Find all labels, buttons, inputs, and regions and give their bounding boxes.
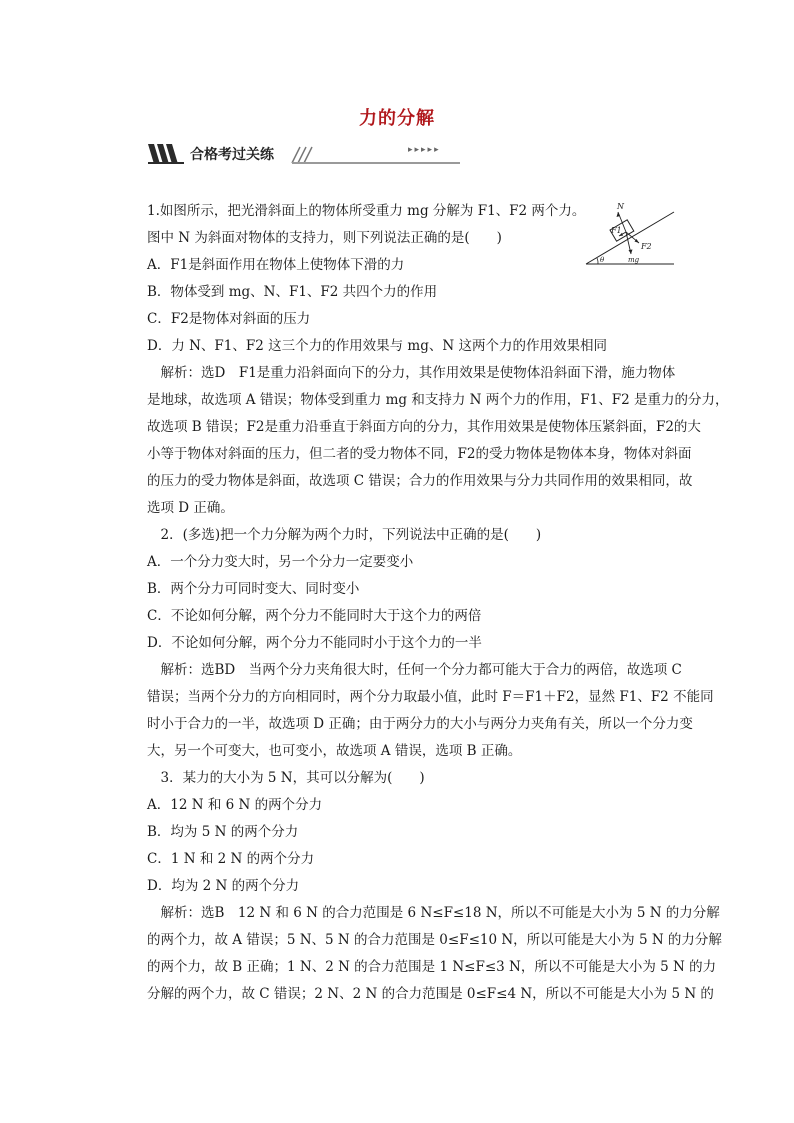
text-line: 是地球，故选项 A 错误；物体受到重力 mg 和支持力 N 两个力的作用，F1、F2 是重力的分力，	[147, 392, 729, 408]
text-line: D．均为 2 N 的两个分力	[147, 878, 300, 894]
text-line: 分解的两个力，故 C 错误；2 N、2 N 的合力范围是 0≤F≤4 N，所以不可能是大小为 5 N 的	[147, 986, 714, 1002]
text-line: C．不论如何分解，两个分力不能同时大于这个力的两倍	[147, 608, 482, 624]
text-line: 选项 D 正确。	[147, 500, 234, 516]
page-title: 力的分解	[359, 108, 435, 129]
text-line: 3．某力的大小为 5 N，其可以分解为( )	[147, 770, 425, 786]
document-body	[147, 198, 729, 1008]
stripes-icon	[146, 142, 186, 166]
text-line: 大，另一个可变大，也可变小，故选项 A 错误，选项 B 正确。	[147, 743, 522, 759]
text-line: A．F1是斜面作用在物体上使物体下滑的力	[147, 257, 405, 273]
text-line: 的两个力，故 A 错误；5 N、5 N 的合力范围是 0≤F≤10 N，所以可能是大小为 5 N 的力分解	[147, 932, 722, 948]
text-line: 解析：选BD 当两个分力夹角很大时，任何一个分力都可能大于合力的两倍，故选项 C	[147, 662, 682, 678]
text-line: 解析：选D F1是重力沿斜面向下的分力，其作用效果是使物体沿斜面下滑，施力物体	[147, 365, 676, 381]
label-theta: θ	[600, 256, 605, 264]
section-underline	[292, 162, 460, 164]
text-line: A．12 N 和 6 N 的两个分力	[147, 797, 323, 813]
text-line: 小等于物体对斜面的压力，但二者的受力物体不同，F2的受力物体是物体本身，物体对斜面	[147, 446, 692, 462]
section-banner	[146, 142, 464, 166]
text-line: 图中 N 为斜面对物体的支持力，则下列说法正确的是( )	[147, 230, 502, 246]
label-F1: F1	[611, 226, 622, 235]
text-line: 时小于合力的一半，故选项 D 正确；由于两分力的大小与两分力夹角有关，所以一个分力变	[147, 716, 693, 732]
text-line: D．力 N、F1、F2 这三个力的作用效果与 mg、N 这两个力的作用效果相同	[147, 338, 607, 354]
text-line: 错误；当两个分力的方向相同时，两个分力取最小值，此时 F＝F1＋F2，显然 F1、F2 不能同	[147, 689, 714, 705]
text-line: 1.如图所示，把光滑斜面上的物体所受重力 mg 分解为 F1、F2 两个力。	[147, 203, 586, 219]
text-line: 解析：选B 12 N 和 6 N 的合力范围是 6 N≤F≤18 N，所以不可能是大小为 5 N 的力分解	[147, 905, 720, 921]
arrows-icon: ▸▸▸▸▸	[408, 145, 441, 155]
text-line: 的两个力，故 B 正确；1 N、2 N 的合力范围是 1 N≤F≤3 N，所以不可能是大小为 5 N 的力	[147, 959, 717, 975]
label-mg: mg	[628, 256, 640, 264]
text-line: A．一个分力变大时，另一个分力一定要变小	[147, 554, 414, 570]
text-line: 故选项 B 错误；F2是重力沿垂直于斜面方向的分力，其作用效果是使物体压紧斜面，F2的大	[147, 419, 701, 435]
label-N: N	[617, 202, 624, 211]
text-line: C．1 N 和 2 N 的两个分力	[147, 851, 315, 867]
label-F2: F2	[641, 242, 652, 251]
text-line: 2．(多选)把一个力分解为两个力时，下列说法中正确的是( )	[147, 527, 542, 543]
text-line: B．均为 5 N 的两个分力	[147, 824, 299, 840]
text-line: B．两个分力可同时变大、同时变小	[147, 581, 360, 597]
text-line: C．F2是物体对斜面的压力	[147, 311, 311, 327]
text-line: B．物体受到 mg、N、F1、F2 共四个力的作用	[147, 284, 438, 300]
text-line: 的压力的受力物体是斜面，故选项 C 错误；合力的作用效果与分力共同作用的效果相同，故	[147, 473, 693, 489]
section-label: 合格考过关练	[190, 147, 274, 163]
text-line: D．不论如何分解，两个分力不能同时小于这个力的一半	[147, 635, 482, 651]
